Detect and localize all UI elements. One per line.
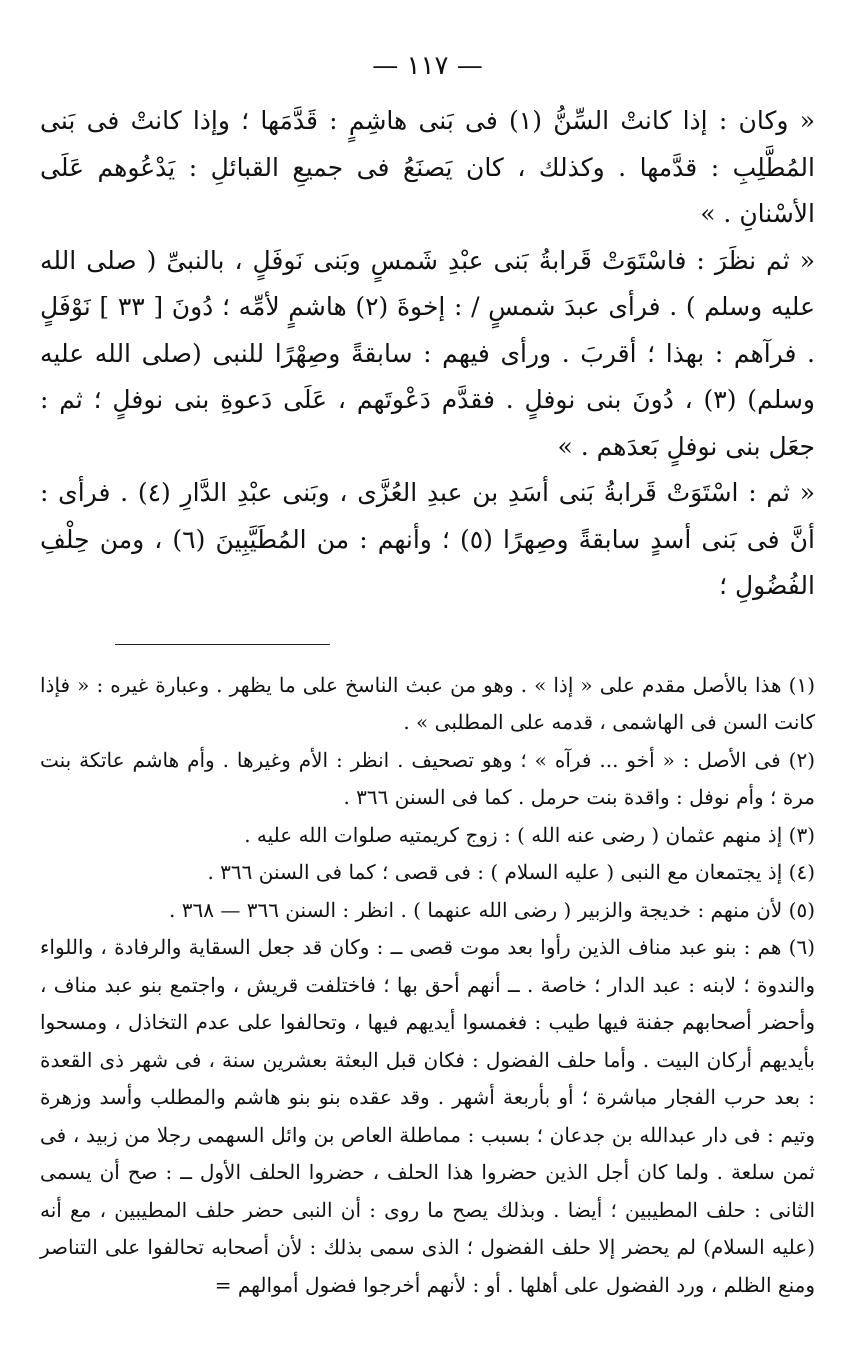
page-number: — ١١٧ — <box>372 51 483 81</box>
paragraph-1: « وكان : إذا كانتْ السِّنُّ (١) فى بَنى هاشِمٍ : قَدَّمَها ؛ وإذا كانتْ فى بَنى المُطَّلِبِ : قدَّمها . وكذلك ، كان يَصنَعُ فى جميعِ القبائلِ : يَدْعُوهم عَلَى الأسْنانِ . » <box>40 106 815 228</box>
footnote-divider <box>115 644 330 645</box>
footnote-4: (٤) إذ يجتمعان مع النبى ( عليه السلام ) : فى قصى ؛ كما فى السنن ٣٦٦ . <box>207 860 815 884</box>
footnote-5: (٥) لأن منهم : خديجة والزبير ( رضى الله عنهما ) . انظر : السنن ٣٦٦ — ٣٦٨ . <box>169 897 815 922</box>
paragraph-3: « ثم : اسْتَوَتْ قَرابةُ بَنى أسَدِ بن عبدِ العُزَّى ، وبَنى عبْدِ الدَّارِ (٤) . فرأى : أنَّ فى بَنى أسدٍ سابقةً وصِهرًا (٥) ؛ وأنهم : من المُطَيَّبِينَ (٦) ، ومن حِلْفِ الفُضُولِ ؛ <box>40 478 815 600</box>
footnote-2: (٢) فى الأصل : « أخو ... فرآه » ؛ وهو تصحيف . انظر : الأم وغيرها . وأم هاشم عاتكة بنت مرة ؛ وأم نوفل : واقدة بنت حرمل . كما فى السنن ٣٦٦ . <box>40 747 815 809</box>
footnote-3: (٣) إذ منهم عثمان ( رضى عنه الله ) : زوج كريمتيه صلوات الله عليه . <box>244 822 815 847</box>
paragraph-2: « ثم نظَرَ : فاسْتَوَتْ قَرابةُ بَنى عبْدِ شَمسٍ وبَنى نَوفَلٍ ، بالنبىِّ ( صلى الله عليه وسلم ) . فرأى عبدَ شمسٍ / : إخوةَ (٢) هاشمٍ لأمِّه ؛ دُونَ [ ٣٣ ] نَوْفَلٍ . فرآهم : بهذا ؛ أقربَ . ورأى فيهم : سابقةً وصِهْرًا للنبى (صلى الله عليه وسلم) (٣) ، دُونَ بنى نوفلٍ . فقدَّم دَعْوتَهم ، عَلَى دَعوةِ بنى نوفلٍ ؛ ثم : جعَل بنى نوفلٍ بَعدَهم . » <box>40 245 816 461</box>
footnotes <box>40 667 815 1305</box>
footnote-6: (٦) هم : بنو عبد مناف الذين رأوا بعد موت قصى ــ : وكان قد جعل السقاية والرفادة ، واللواء والندوة ؛ لابنه : عبد الدار ؛ خاصة . ــ أنهم أحق بها ؛ فاختلفت قريش ، واجتمع بنو عبد مناف ، وأحضر أصحابهم جفنة فيها طيب : فغمسوا أيديهم فيها ، وتحالفوا على عدم التخاذل ، ومسحوا بأيديهم أركان البيت . وأما حلف الفضول : فكان قبل البعثة بعشرين سنة ، فى شهر ذى القعدة : بعد حرب الفجار مباشرة ؛ أو بأربعة أشهر . وقد عقده بنو بنو هاشم والمطلب وأسد وزهرة وتيم : فى دار عبدالله بن جدعان ؛ بسبب : مماطلة العاص بن وائل السهمى رجلا من زبيد ، فى ثمن سلعة . ولما كان أجل الذين حضروا هذا الحلف ، حضروا الحلف الأول ــ : صح أن يسمى الثانى : حلف المطيبين ؛ أيضا . وبذلك يصح ما روى : أن النبى حضر حلف المطيبين ، مع أنه (عليه السلام) لم يحضر إلا حلف الفضول ؛ الذى سمى بذلك : لأن أصحابه تحالفوا على التناصر ومنع الظلم ، ورد الفضول على أهلها . أو : لأنهم أخرجوا فضول أموالهم = <box>40 935 815 1297</box>
main-text <box>40 98 815 610</box>
footnote-1: (١) هذا بالأصل مقدم على « إذا » . وهو من عبث الناسخ على ما يظهر . وعبارة غيره : « فإذا كانت السن فى الهاشمى ، قدمه على المطلبى » . <box>40 672 815 734</box>
